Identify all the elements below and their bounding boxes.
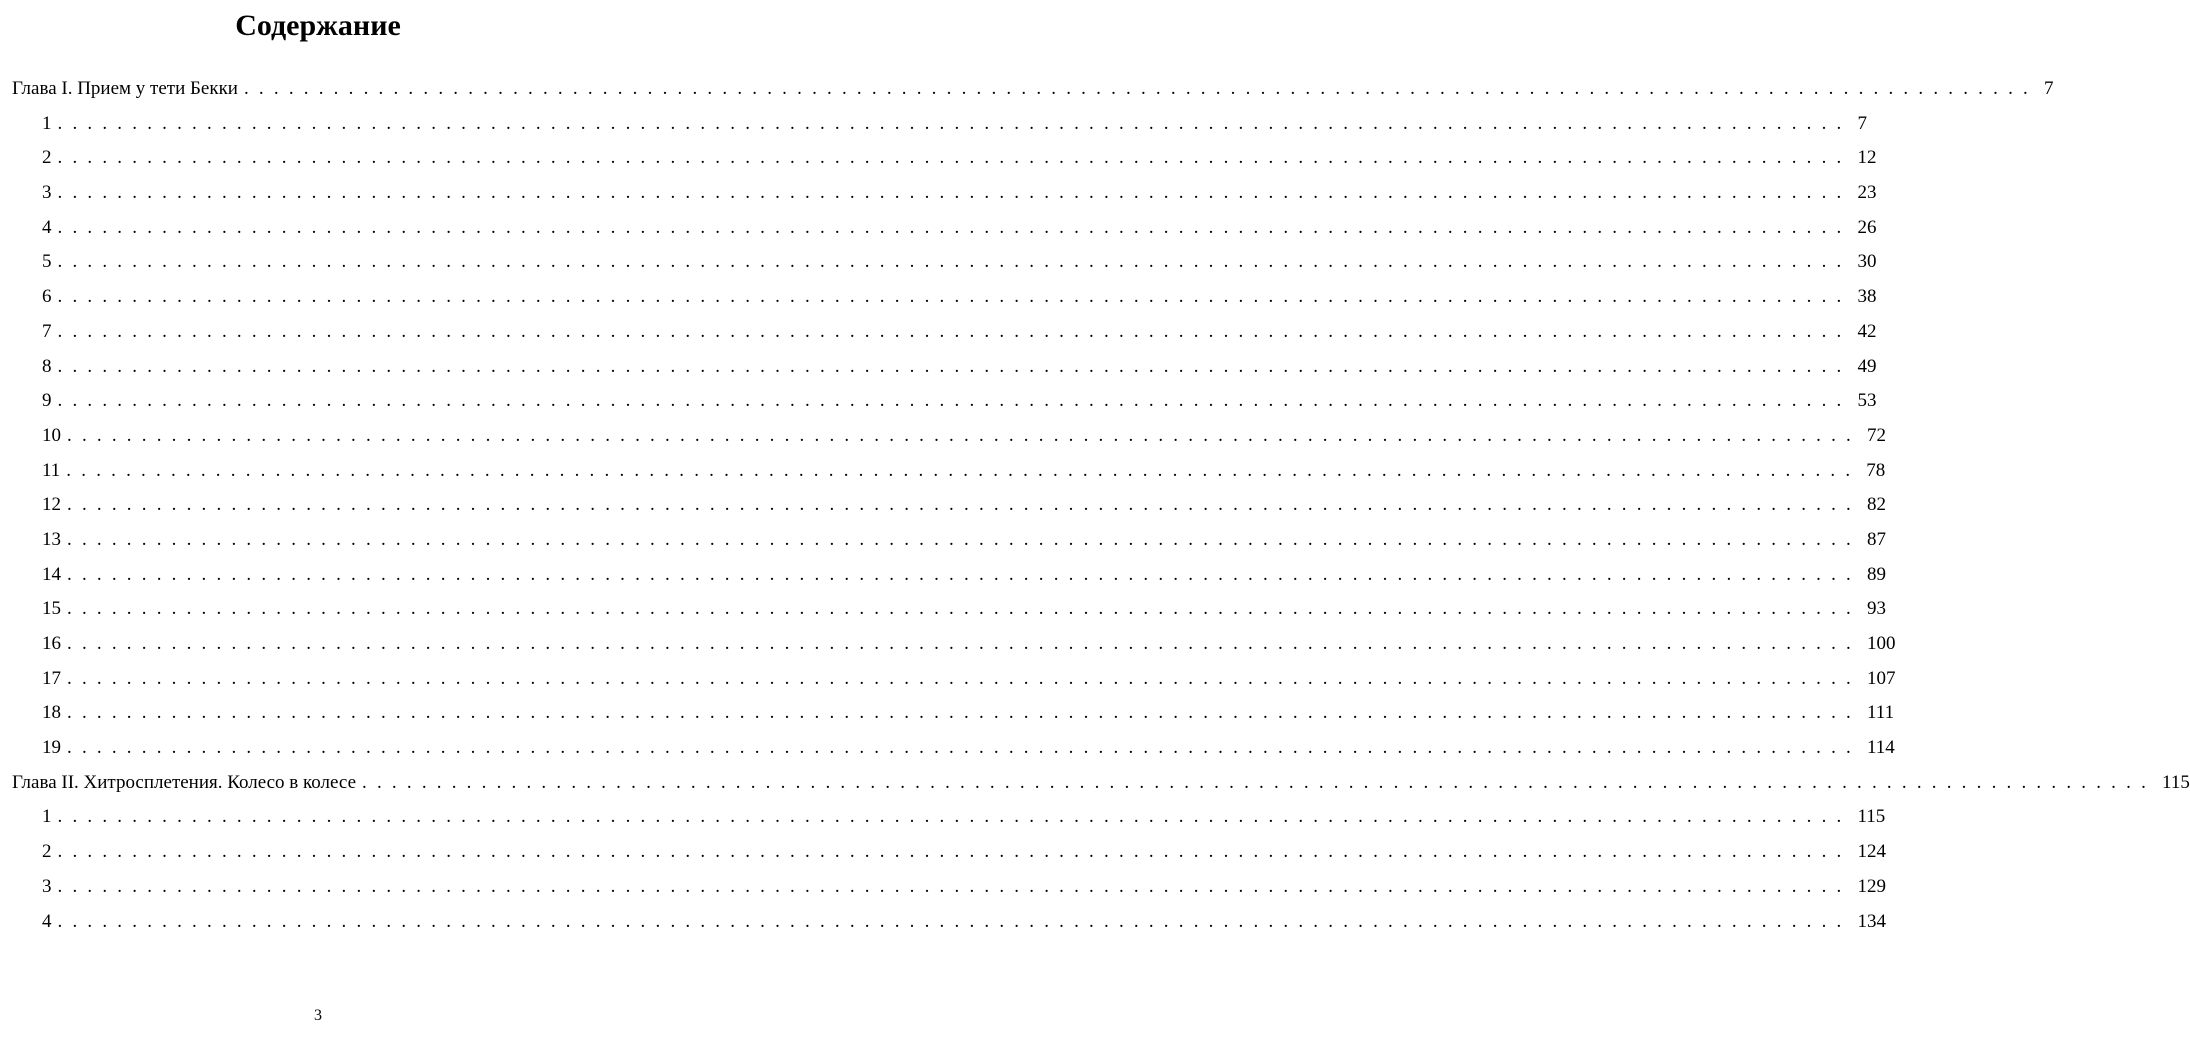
toc-entry-page: 38 <box>1857 286 1877 308</box>
toc-section-entry <box>12 419 1886 454</box>
toc-section-entry <box>12 800 1886 835</box>
dot-leader: ........................................................................................................................ <box>57 182 1852 204</box>
toc-chapter-entry <box>12 72 2054 107</box>
dot-leader: ........................................................................................................................ <box>67 667 1861 689</box>
toc-entry-page: 114 <box>1867 737 1895 759</box>
toc-section-entry <box>12 245 1877 280</box>
toc-entry-page: 129 <box>1857 875 1886 897</box>
toc-entry-label: 18 <box>42 702 61 724</box>
dot-leader: ........................................................................................................................ <box>243 78 2038 99</box>
toc-entry-page: 115 <box>1857 806 1886 828</box>
toc-entry-label: 3 <box>42 875 52 897</box>
toc-entry-page: 72 <box>1867 424 1886 446</box>
toc-entry-label: 13 <box>42 528 61 550</box>
dot-leader: ........................................................................................................................ <box>67 702 1861 724</box>
toc-entry-label: 7 <box>42 320 52 342</box>
toc-section-entry <box>12 107 1867 142</box>
toc-entry-label: 14 <box>42 563 61 585</box>
toc-entry-page: 53 <box>1857 390 1877 412</box>
toc-entry-label: Глава I. Прием у тети Бекки <box>12 78 238 99</box>
toc-section-entry <box>12 870 1886 905</box>
toc-entry-label: 11 <box>42 459 61 481</box>
toc-entry-page: 87 <box>1867 528 1886 550</box>
toc-entry-label: 17 <box>42 667 61 689</box>
toc-entry-page: 7 <box>1857 112 1867 134</box>
dot-leader: ........................................................................................................................ <box>57 355 1852 377</box>
toc-section-entry <box>12 384 1877 419</box>
page-number: 3 <box>314 1007 322 1024</box>
toc-section-entry <box>12 454 1886 489</box>
toc-entry-label: 15 <box>42 598 61 620</box>
toc-section-entry <box>12 731 1895 766</box>
dot-leader: ........................................................................................................................ <box>57 286 1852 308</box>
toc-entry-label: 19 <box>42 737 61 759</box>
toc-entry-label: 6 <box>42 286 52 308</box>
page-title: Содержание <box>235 9 401 42</box>
toc-entry-page: 30 <box>1857 251 1877 273</box>
toc-entry-page: 100 <box>1867 633 1896 654</box>
table-of-contents <box>12 72 2190 939</box>
toc-entry-page: 107 <box>1867 667 1896 689</box>
toc-entry-label: 1 <box>42 806 52 828</box>
toc-entry-page: 134 <box>1857 910 1886 932</box>
dot-leader: ........................................................................................................................ <box>57 875 1852 897</box>
toc-section-entry <box>12 627 1896 662</box>
toc-entry-page: 111 <box>1867 702 1895 724</box>
toc-section-entry <box>12 558 1886 593</box>
toc-chapter-entry <box>12 766 2190 801</box>
toc-section-entry <box>12 315 1877 350</box>
toc-section-entry <box>12 592 1886 627</box>
toc-entry-label: 12 <box>42 494 61 516</box>
dot-leader: ........................................................................................................................ <box>57 806 1852 828</box>
toc-section-entry <box>12 696 1895 731</box>
dot-leader: ........................................................................................................................ <box>67 424 1861 446</box>
toc-entry-page: 115 <box>2162 771 2190 793</box>
dot-leader: ........................................................................................................................ <box>67 598 1861 620</box>
toc-entry-label: 3 <box>42 182 52 204</box>
toc-entry-page: 124 <box>1857 841 1886 863</box>
dot-leader: ........................................................................................................................ <box>57 147 1852 169</box>
toc-entry-page: 12 <box>1857 147 1877 169</box>
dot-leader: ........................................................................................................................ <box>57 216 1852 238</box>
toc-entry-label: 9 <box>42 390 52 412</box>
dot-leader: ........................................................................................................................ <box>57 251 1852 273</box>
toc-entry-page: 89 <box>1867 563 1886 585</box>
dot-leader: ........................................................................................................................ <box>362 771 2157 793</box>
dot-leader: ........................................................................................................................ <box>57 112 1852 134</box>
toc-section-entry <box>12 350 1877 385</box>
toc-entry-label: 4 <box>42 216 52 238</box>
toc-entry-label: 5 <box>42 251 52 273</box>
dot-leader: ........................................................................................................................ <box>66 459 1861 481</box>
toc-entry-label: 10 <box>42 424 61 446</box>
toc-section-entry <box>12 662 1896 697</box>
toc-entry-page: 49 <box>1857 355 1877 377</box>
dot-leader: ........................................................................................................................ <box>67 737 1861 759</box>
toc-entry-label: 16 <box>42 633 61 654</box>
dot-leader: ........................................................................................................................ <box>67 528 1861 550</box>
toc-entry-page: 7 <box>2043 78 2054 99</box>
toc-entry-label: 8 <box>42 355 52 377</box>
toc-entry-page: 42 <box>1857 320 1877 342</box>
dot-leader: ........................................................................................................................ <box>57 910 1852 932</box>
toc-section-entry <box>12 905 1886 940</box>
dot-leader: ........................................................................................................................ <box>57 390 1852 412</box>
toc-entry-label: 4 <box>42 910 52 932</box>
toc-entry-page: 93 <box>1867 598 1886 620</box>
toc-entry-page: 26 <box>1857 216 1877 238</box>
toc-section-entry <box>12 835 1886 870</box>
toc-section-entry <box>12 211 1877 246</box>
toc-section-entry <box>12 488 1886 523</box>
toc-entry-label: 2 <box>42 147 52 169</box>
toc-section-entry <box>12 141 1877 176</box>
toc-entry-page: 78 <box>1866 459 1886 481</box>
dot-leader: ........................................................................................................................ <box>67 633 1861 654</box>
toc-entry-label: Глава II. Хитросплетения. Колесо в колесе <box>12 771 357 793</box>
toc-entry-page: 23 <box>1857 182 1877 204</box>
toc-entry-label: 1 <box>42 112 52 134</box>
toc-entry-label: 2 <box>42 841 52 863</box>
toc-section-entry <box>12 280 1877 315</box>
toc-section-entry <box>12 523 1886 558</box>
dot-leader: ........................................................................................................................ <box>67 494 1861 516</box>
dot-leader: ........................................................................................................................ <box>57 841 1852 863</box>
dot-leader: ........................................................................................................................ <box>57 320 1852 342</box>
toc-entry-page: 82 <box>1867 494 1886 516</box>
toc-section-entry <box>12 176 1877 211</box>
dot-leader: ........................................................................................................................ <box>67 563 1861 585</box>
